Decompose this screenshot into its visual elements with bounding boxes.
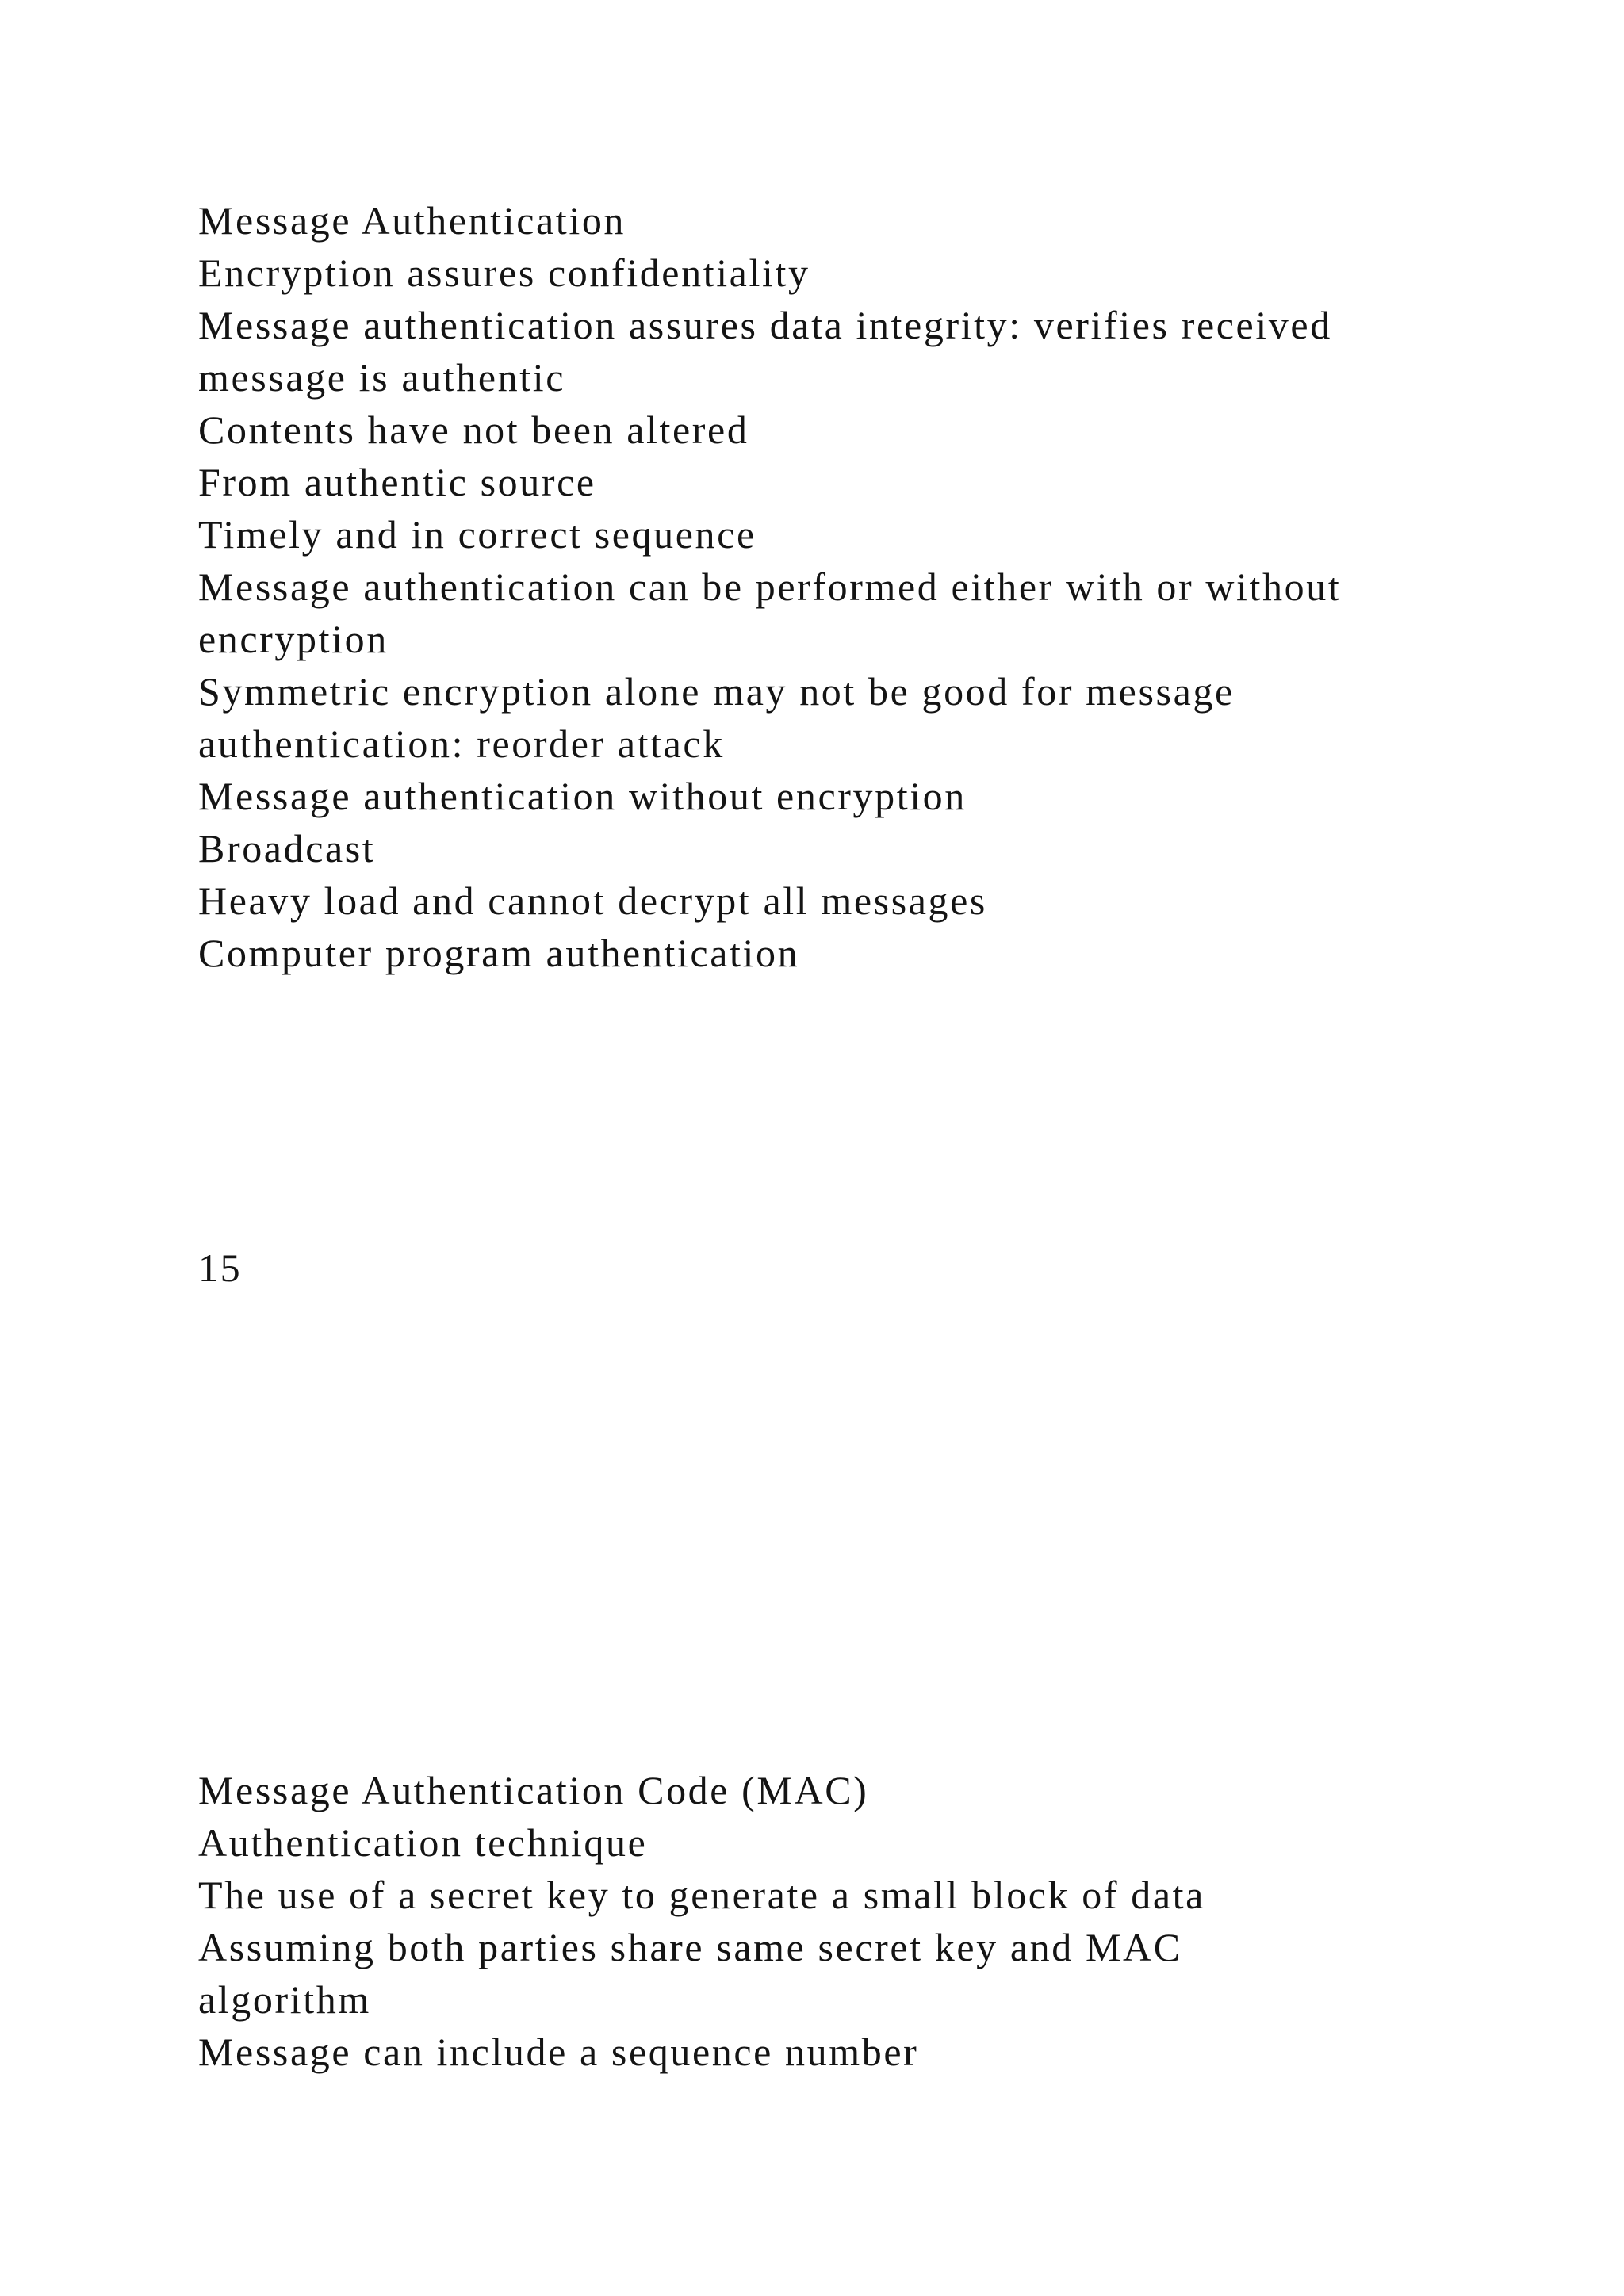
text-line: The use of a secret key to generate a small block of data [198, 1873, 1205, 1917]
text-line: Message authentication assures data integrity: verifies received [198, 303, 1332, 347]
text-line: Timely and in correct sequence [198, 512, 756, 557]
text-line: From authentic source [198, 460, 596, 504]
text-line: Heavy load and cannot decrypt all messages [198, 878, 987, 923]
page-number: 15 [198, 1246, 243, 1290]
text-line: Message authentication without encryption [198, 774, 967, 818]
heading-message-authentication: Message Authentication [198, 198, 626, 243]
text-line: Symmetric encryption alone may not be good for message [198, 669, 1235, 714]
text-line: Message authentication can be performed either with or without [198, 564, 1342, 609]
text-line: Broadcast [198, 826, 376, 871]
heading-mac: Message Authentication Code (MAC) [198, 1768, 869, 1812]
text-line: Contents have not been altered [198, 408, 749, 452]
text-line: encryption [198, 617, 389, 661]
text-line: algorithm [198, 1977, 371, 2022]
text-line: Computer program authentication [198, 931, 800, 975]
text-line: Encryption assures confidentiality [198, 251, 810, 295]
text-line: authentication: reorder attack [198, 721, 725, 766]
text-line: Assuming both parties share same secret key and MAC [198, 1925, 1182, 1969]
text-line: Authentication technique [198, 1820, 648, 1865]
text-line: message is authentic [198, 355, 565, 400]
text-line: Message can include a sequence number [198, 2030, 919, 2074]
